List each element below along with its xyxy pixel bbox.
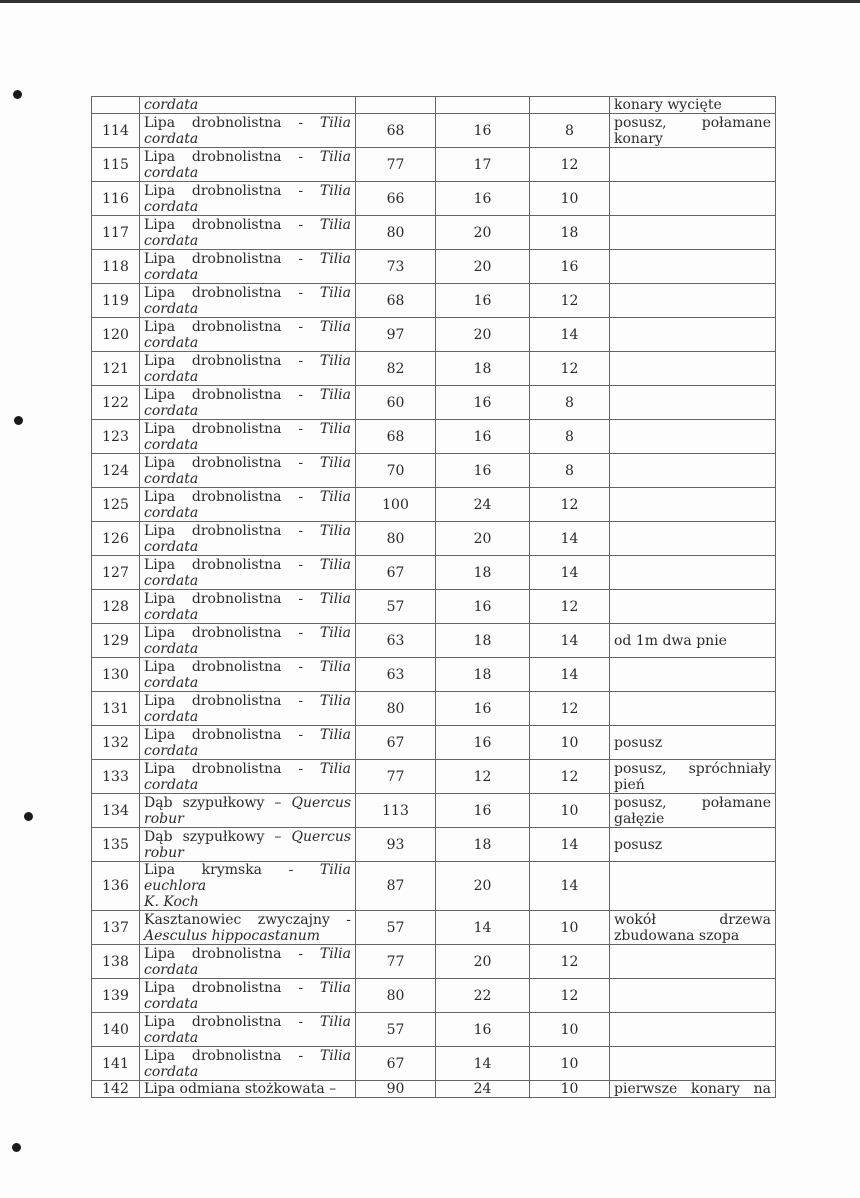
row-number: 119	[92, 284, 140, 318]
species-name: Lipa drobnolistna - Tilia cordata	[140, 624, 356, 658]
species-latin: cordata	[144, 402, 199, 419]
crown-diameter: 10	[530, 911, 610, 945]
row-number: 128	[92, 590, 140, 624]
tree-height: 16	[436, 590, 530, 624]
species-latin: cordata	[144, 708, 199, 725]
row-number: 129	[92, 624, 140, 658]
trunk-circumference: 80	[356, 216, 436, 250]
species-latin: cordata	[144, 368, 199, 385]
tree-inventory-table	[91, 96, 776, 1098]
crown-diameter: 14	[530, 862, 610, 911]
trunk-circumference: 73	[356, 250, 436, 284]
row-number: 124	[92, 454, 140, 488]
species-name: Lipa odmiana stożkowata –	[140, 1081, 356, 1098]
trunk-circumference: 57	[356, 590, 436, 624]
species-name: Lipa drobnolistna - Tilia cordata	[140, 692, 356, 726]
row-number: 138	[92, 945, 140, 979]
table-row	[92, 182, 776, 216]
row-number: 137	[92, 911, 140, 945]
remarks: od 1m dwa pnie	[610, 624, 776, 658]
trunk-circumference: 93	[356, 828, 436, 862]
species-name: Kasztanowiec zwyczajny - Aesculus hippocastanum	[140, 911, 356, 945]
crown-diameter: 10	[530, 1013, 610, 1047]
crown-diameter: 12	[530, 760, 610, 794]
row-number: 118	[92, 250, 140, 284]
table-row	[92, 979, 776, 1013]
species-latin: K. Koch	[144, 894, 199, 910]
species-latin: cordata	[144, 97, 199, 113]
crown-diameter: 14	[530, 828, 610, 862]
binder-hole-mark	[24, 812, 33, 821]
table-row	[92, 862, 776, 911]
tree-height: 20	[436, 945, 530, 979]
binder-hole-mark	[13, 90, 22, 99]
tree-height: 14	[436, 1047, 530, 1081]
trunk-circumference: 70	[356, 454, 436, 488]
row-number: 131	[92, 692, 140, 726]
remarks	[610, 420, 776, 454]
species-latin: cordata	[144, 130, 199, 147]
species-name: Lipa krymska - Tilia euchlora K. Koch	[140, 862, 356, 911]
row-number: 116	[92, 182, 140, 216]
crown-diameter: 14	[530, 556, 610, 590]
crown-diameter: 10	[530, 794, 610, 828]
trunk-circumference: 68	[356, 420, 436, 454]
crown-diameter: 14	[530, 522, 610, 556]
table-row	[92, 1047, 776, 1081]
table-row	[92, 760, 776, 794]
trunk-circumference: 67	[356, 726, 436, 760]
species-name: Lipa drobnolistna - Tilia cordata	[140, 658, 356, 692]
trunk-circumference: 77	[356, 945, 436, 979]
tree-height: 12	[436, 760, 530, 794]
species-name: Lipa drobnolistna - Tilia cordata	[140, 386, 356, 420]
species-name: Lipa drobnolistna - Tilia cordata	[140, 318, 356, 352]
species-latin: cordata	[144, 742, 199, 759]
trunk-circumference: 80	[356, 692, 436, 726]
species-latin: cordata	[144, 504, 199, 521]
species-latin: robur	[144, 844, 184, 861]
species-latin: cordata	[144, 572, 199, 589]
tree-height: 16	[436, 284, 530, 318]
tree-height: 20	[436, 522, 530, 556]
remarks	[610, 488, 776, 522]
species-name: Lipa drobnolistna - Tilia cordata	[140, 250, 356, 284]
species-latin: Aesculus hippocastanum	[144, 927, 321, 944]
trunk-circumference: 57	[356, 1013, 436, 1047]
species-name: Lipa drobnolistna - Tilia cordata	[140, 726, 356, 760]
crown-diameter: 8	[530, 114, 610, 148]
remarks	[610, 250, 776, 284]
species-latin: cordata	[144, 198, 199, 215]
trunk-circumference: 67	[356, 556, 436, 590]
table-row	[92, 911, 776, 945]
tree-height: 16	[436, 726, 530, 760]
remarks	[610, 692, 776, 726]
species-name: Lipa drobnolistna - Tilia cordata	[140, 352, 356, 386]
row-number: 114	[92, 114, 140, 148]
species-name: Lipa drobnolistna - Tilia cordata	[140, 454, 356, 488]
remarks: wokół drzewa zbudowana szopa	[610, 911, 776, 945]
species-latin: cordata	[144, 1029, 199, 1046]
trunk-circumference: 97	[356, 318, 436, 352]
remarks: pierwsze konary na	[610, 1081, 776, 1098]
remarks	[610, 979, 776, 1013]
table-row	[92, 216, 776, 250]
species-name: Lipa drobnolistna - Tilia cordata	[140, 522, 356, 556]
table-row	[92, 114, 776, 148]
species-name: Lipa drobnolistna - Tilia cordata	[140, 420, 356, 454]
table-row	[92, 658, 776, 692]
remarks: konary wycięte	[610, 97, 776, 114]
remarks	[610, 216, 776, 250]
table-row	[92, 148, 776, 182]
species-latin: cordata	[144, 470, 199, 487]
remarks	[610, 945, 776, 979]
species-name: Lipa drobnolistna - Tilia cordata	[140, 284, 356, 318]
species-name: Lipa drobnolistna - Tilia cordata	[140, 488, 356, 522]
table-row	[92, 726, 776, 760]
tree-height: 17	[436, 148, 530, 182]
table-row	[92, 318, 776, 352]
species-name: Lipa drobnolistna - Tilia cordata	[140, 556, 356, 590]
crown-diameter: 10	[530, 1047, 610, 1081]
remarks	[610, 148, 776, 182]
tree-height: 16	[436, 794, 530, 828]
trunk-circumference: 68	[356, 284, 436, 318]
trunk-circumference: 80	[356, 522, 436, 556]
tree-height: 24	[436, 1081, 530, 1098]
species-latin: robur	[144, 810, 184, 827]
species-name: Lipa drobnolistna - Tilia cordata	[140, 945, 356, 979]
species-latin: cordata	[144, 232, 199, 249]
crown-diameter: 14	[530, 318, 610, 352]
row-number: 115	[92, 148, 140, 182]
table-row	[92, 386, 776, 420]
remarks	[610, 862, 776, 911]
table-row	[92, 624, 776, 658]
crown-diameter: 12	[530, 945, 610, 979]
crown-diameter: 12	[530, 979, 610, 1013]
remarks	[610, 386, 776, 420]
tree-height: 16	[436, 1013, 530, 1047]
trunk-circumference: 67	[356, 1047, 436, 1081]
row-number: 132	[92, 726, 140, 760]
tree-height: 18	[436, 658, 530, 692]
row-number: 140	[92, 1013, 140, 1047]
row-number: 136	[92, 862, 140, 911]
trunk-circumference: 77	[356, 148, 436, 182]
row-number: 120	[92, 318, 140, 352]
species-latin: cordata	[144, 995, 199, 1012]
row-number: 135	[92, 828, 140, 862]
table-row	[92, 284, 776, 318]
trunk-circumference: 87	[356, 862, 436, 911]
species-name: Lipa drobnolistna - Tilia cordata	[140, 760, 356, 794]
row-number: 125	[92, 488, 140, 522]
tree-height: 20	[436, 862, 530, 911]
table-row	[92, 522, 776, 556]
crown-diameter: 12	[530, 148, 610, 182]
trunk-circumference: 63	[356, 658, 436, 692]
remarks: posusz, połamane konary	[610, 114, 776, 148]
crown-diameter: 12	[530, 488, 610, 522]
species-latin: cordata	[144, 266, 199, 283]
tree-height: 20	[436, 250, 530, 284]
remarks: posusz, połamane gałęzie	[610, 794, 776, 828]
crown-diameter: 10	[530, 182, 610, 216]
tree-height: 18	[436, 556, 530, 590]
crown-diameter: 12	[530, 352, 610, 386]
species-latin: cordata	[144, 776, 199, 793]
crown-diameter: 14	[530, 624, 610, 658]
remarks: posusz, spróchniały pień	[610, 760, 776, 794]
row-number: 117	[92, 216, 140, 250]
table-row	[92, 945, 776, 979]
species-latin: cordata	[144, 674, 199, 691]
trunk-circumference: 68	[356, 114, 436, 148]
table-row	[92, 692, 776, 726]
trunk-circumference: 57	[356, 911, 436, 945]
tree-height: 20	[436, 318, 530, 352]
species-latin: cordata	[144, 436, 199, 453]
trunk-circumference: 90	[356, 1081, 436, 1098]
crown-diameter: 16	[530, 250, 610, 284]
remarks: posusz	[610, 828, 776, 862]
remarks	[610, 1047, 776, 1081]
tree-height: 20	[436, 216, 530, 250]
species-name: Lipa drobnolistna - Tilia cordata	[140, 182, 356, 216]
scan-top-edge	[0, 0, 860, 3]
crown-diameter: 14	[530, 658, 610, 692]
table-row	[92, 488, 776, 522]
remarks	[610, 658, 776, 692]
species-latin: cordata	[144, 1063, 199, 1080]
remarks	[610, 590, 776, 624]
tree-height: 16	[436, 114, 530, 148]
binder-hole-mark	[12, 1143, 21, 1152]
table-row	[92, 352, 776, 386]
species-latin: cordata	[144, 538, 199, 555]
species-name: Lipa drobnolistna - Tilia cordata	[140, 1013, 356, 1047]
species-name	[140, 97, 356, 114]
tree-height: 18	[436, 624, 530, 658]
tree-height: 16	[436, 386, 530, 420]
table-body	[92, 97, 776, 1098]
trunk-circumference: 63	[356, 624, 436, 658]
table-row	[92, 794, 776, 828]
row-number: 127	[92, 556, 140, 590]
row-number: 141	[92, 1047, 140, 1081]
tree-height: 16	[436, 420, 530, 454]
table-row	[92, 250, 776, 284]
crown-diameter: 8	[530, 386, 610, 420]
table-row	[92, 1013, 776, 1047]
row-number: 133	[92, 760, 140, 794]
binder-hole-mark	[14, 416, 23, 425]
remarks	[610, 284, 776, 318]
table-row	[92, 590, 776, 624]
table-row-continuation	[92, 97, 776, 114]
species-name: Lipa drobnolistna - Tilia cordata	[140, 148, 356, 182]
remarks	[610, 352, 776, 386]
remarks	[610, 522, 776, 556]
trunk-circumference: 60	[356, 386, 436, 420]
table-row	[92, 454, 776, 488]
species-name: Lipa drobnolistna - Tilia cordata	[140, 1047, 356, 1081]
row-number: 142	[92, 1081, 140, 1098]
trunk-circumference: 66	[356, 182, 436, 216]
tree-height: 14	[436, 911, 530, 945]
table-row	[92, 556, 776, 590]
crown-diameter: 12	[530, 692, 610, 726]
remarks	[610, 318, 776, 352]
remarks	[610, 182, 776, 216]
crown-diameter: 8	[530, 420, 610, 454]
row-number: 123	[92, 420, 140, 454]
trunk-circumference: 82	[356, 352, 436, 386]
row-number: 130	[92, 658, 140, 692]
row-number: 134	[92, 794, 140, 828]
crown-diameter: 18	[530, 216, 610, 250]
trunk-circumference: 80	[356, 979, 436, 1013]
row-number	[92, 97, 140, 114]
species-latin: cordata	[144, 334, 199, 351]
species-latin: cordata	[144, 640, 199, 657]
species-name: Lipa drobnolistna - Tilia cordata	[140, 979, 356, 1013]
species-name: Dąb szypułkowy – Quercus robur	[140, 828, 356, 862]
tree-height: 24	[436, 488, 530, 522]
remarks: posusz	[610, 726, 776, 760]
trunk-circumference: 77	[356, 760, 436, 794]
tree-height: 18	[436, 352, 530, 386]
row-number: 126	[92, 522, 140, 556]
species-latin: cordata	[144, 606, 199, 623]
remarks	[610, 1013, 776, 1047]
table-row-partial	[92, 1081, 776, 1098]
species-name: Lipa drobnolistna - Tilia cordata	[140, 590, 356, 624]
trunk-circumference: 100	[356, 488, 436, 522]
crown-diameter: 12	[530, 284, 610, 318]
crown-diameter: 10	[530, 726, 610, 760]
species-latin: cordata	[144, 300, 199, 317]
species-name: Lipa drobnolistna - Tilia cordata	[140, 216, 356, 250]
crown-diameter: 12	[530, 590, 610, 624]
species-latin: cordata	[144, 961, 199, 978]
crown-diameter: 8	[530, 454, 610, 488]
tree-height: 16	[436, 692, 530, 726]
crown-diameter: 10	[530, 1081, 610, 1098]
tree-height: 18	[436, 828, 530, 862]
table-row	[92, 420, 776, 454]
trunk-circumference: 113	[356, 794, 436, 828]
row-number: 122	[92, 386, 140, 420]
species-name: Dąb szypułkowy – Quercus robur	[140, 794, 356, 828]
table-row	[92, 828, 776, 862]
tree-height: 16	[436, 182, 530, 216]
species-latin: cordata	[144, 164, 199, 181]
remarks	[610, 454, 776, 488]
tree-height: 22	[436, 979, 530, 1013]
species-name: Lipa drobnolistna - Tilia cordata	[140, 114, 356, 148]
row-number: 139	[92, 979, 140, 1013]
row-number: 121	[92, 352, 140, 386]
tree-height: 16	[436, 454, 530, 488]
remarks	[610, 556, 776, 590]
